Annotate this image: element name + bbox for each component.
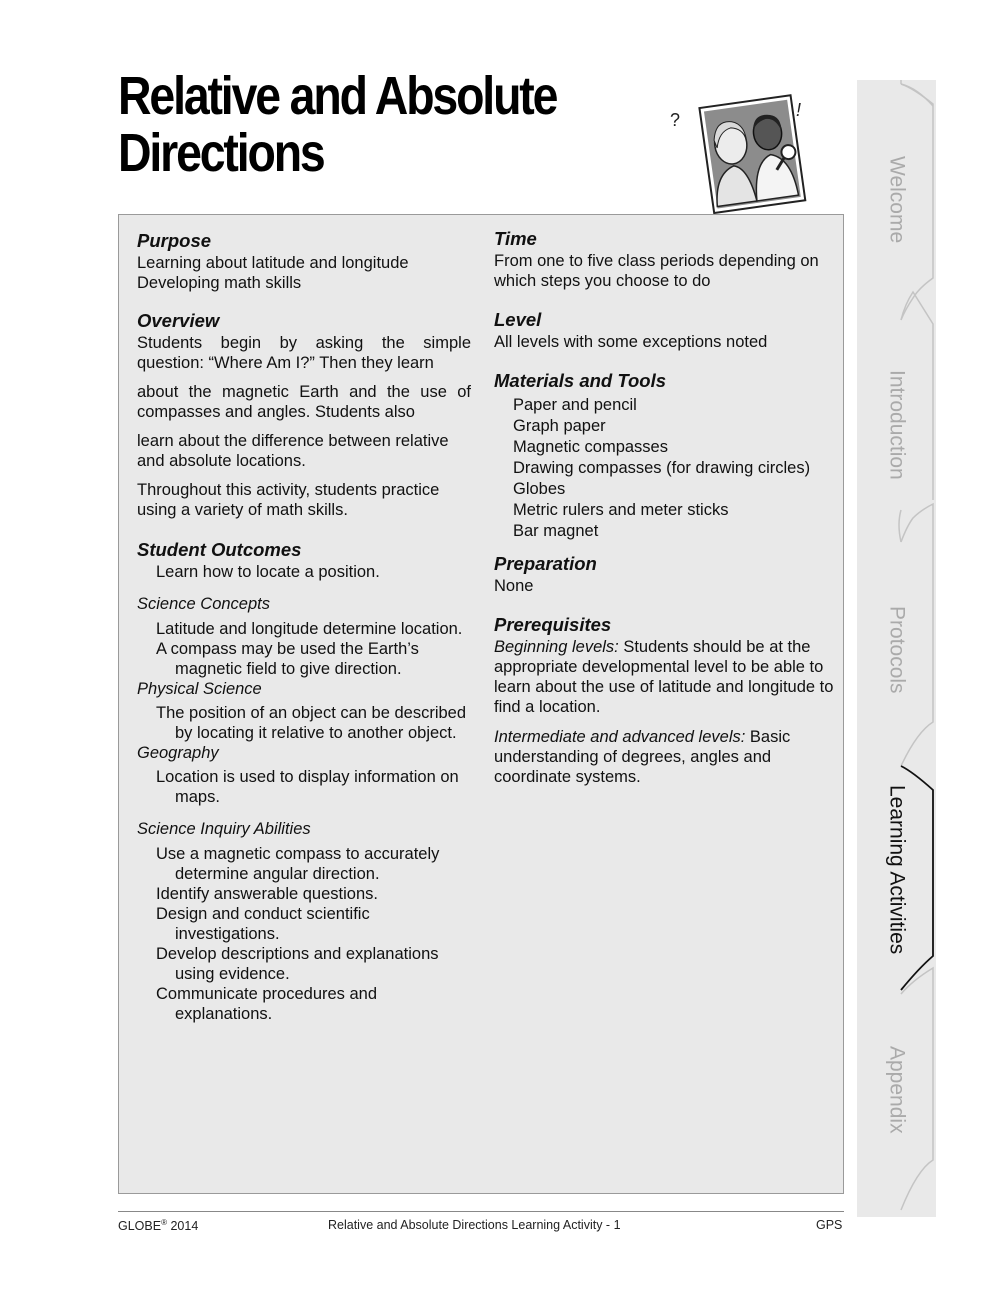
section-tabs	[857, 80, 936, 1217]
left-column	[137, 215, 471, 1024]
material-item: Graph paper	[513, 417, 606, 435]
prereq-intermediate-label: Intermediate and advanced levels:	[494, 728, 746, 746]
material-item: Bar magnet	[513, 522, 599, 540]
question-mark: ?	[670, 110, 681, 130]
preparation-heading: Preparation	[494, 553, 597, 574]
overview-paragraph: learn about the difference between relative and absolute locations.	[137, 432, 449, 470]
inquiry-item: Design and conduct scientific investigations.	[156, 905, 370, 943]
tab-learning-activities[interactable]: Learning Activities	[885, 785, 909, 955]
material-item: Drawing compasses (for drawing circles)	[513, 459, 811, 477]
footer-right: GPS	[816, 1218, 843, 1232]
tab-appendix[interactable]: Appendix	[885, 1046, 909, 1134]
tab-introduction[interactable]: Introduction	[885, 370, 909, 480]
materials-heading: Materials and Tools	[494, 370, 667, 391]
overview-heading: Overview	[137, 310, 220, 331]
time-heading: Time	[494, 228, 537, 249]
page-title	[118, 68, 600, 182]
student-outcomes-heading: Student Outcomes	[137, 539, 302, 560]
material-item: Metric rulers and meter sticks	[513, 501, 729, 519]
level-heading: Level	[494, 309, 542, 330]
tab-welcome[interactable]: Welcome	[885, 156, 909, 244]
purpose-line: Developing math skills	[137, 274, 302, 292]
science-concept-item: A compass may be used the Earth’s magnetic field to give direction.	[156, 640, 419, 678]
prereq-beginning	[494, 637, 839, 717]
title-line-1: Relative and Absolute	[118, 66, 557, 126]
level-text: All levels with some exceptions noted	[494, 333, 768, 351]
title-line-2: Directions	[118, 123, 324, 183]
inquiry-abilities-label: Science Inquiry Abilities	[137, 820, 311, 838]
geography-item: Location is used to display information on maps.	[156, 768, 459, 806]
inquiry-item: Identify answerable questions.	[156, 885, 378, 903]
material-item: Magnetic compasses	[513, 438, 668, 456]
prerequisites-heading: Prerequisites	[494, 614, 612, 635]
tab-protocols[interactable]: Protocols	[885, 606, 909, 694]
physical-science-label: Physical Science	[137, 680, 262, 698]
footer-center: Relative and Absolute Directions Learning Activity - 1	[328, 1218, 621, 1232]
inquiry-item: Communicate procedures and explanations.	[156, 985, 378, 1023]
geography-label: Geography	[137, 744, 219, 762]
prereq-beginning-text: Students should be at the appropriate developmental level to be able to learn about the use of latitude and longitude to find a location.	[494, 638, 834, 716]
footer-year: 2014	[166, 1219, 199, 1234]
preparation-text: None	[494, 577, 534, 595]
footer-registered-mark: ®	[161, 1218, 167, 1227]
prereq-intermediate	[494, 727, 839, 787]
students-illustration	[666, 92, 816, 214]
inquiry-item: Develop descriptions and explanations using evidence.	[156, 945, 439, 983]
right-column	[494, 215, 839, 787]
science-concept-item: Latitude and longitude determine location.	[156, 620, 463, 638]
prereq-intermediate-text: Basic understanding of degrees, angles and coordinate systems.	[494, 728, 791, 786]
inquiry-item: Use a magnetic compass to accurately determine angular direction.	[156, 845, 440, 883]
outcomes-intro: Learn how to locate a position.	[156, 563, 380, 581]
material-item: Globes	[513, 480, 566, 498]
time-text: From one to five class periods depending on which steps you choose to do	[494, 252, 819, 290]
overview-paragraph: about the magnetic Earth and the use of compasses and angles. Students also	[137, 383, 471, 421]
material-item: Paper and pencil	[513, 396, 637, 414]
activity-summary-panel	[118, 214, 844, 1194]
purpose-heading: Purpose	[137, 230, 212, 251]
exclamation-mark: !	[796, 100, 802, 120]
physical-science-item: The position of an object can be described by locating it relative to another object.	[156, 704, 467, 742]
footer-left	[118, 1218, 198, 1233]
prereq-beginning-label: Beginning levels:	[494, 638, 619, 656]
footer-rule	[118, 1211, 844, 1212]
overview-paragraph: Throughout this activity, students practice using a variety of math skills.	[137, 481, 440, 519]
purpose-line: Learning about latitude and longitude	[137, 254, 409, 272]
science-concepts-label: Science Concepts	[137, 595, 270, 613]
overview-paragraph: Students begin by asking the simple question: “Where Am I?” Then they learn	[137, 334, 471, 372]
footer-org: GLOBE	[118, 1219, 162, 1234]
